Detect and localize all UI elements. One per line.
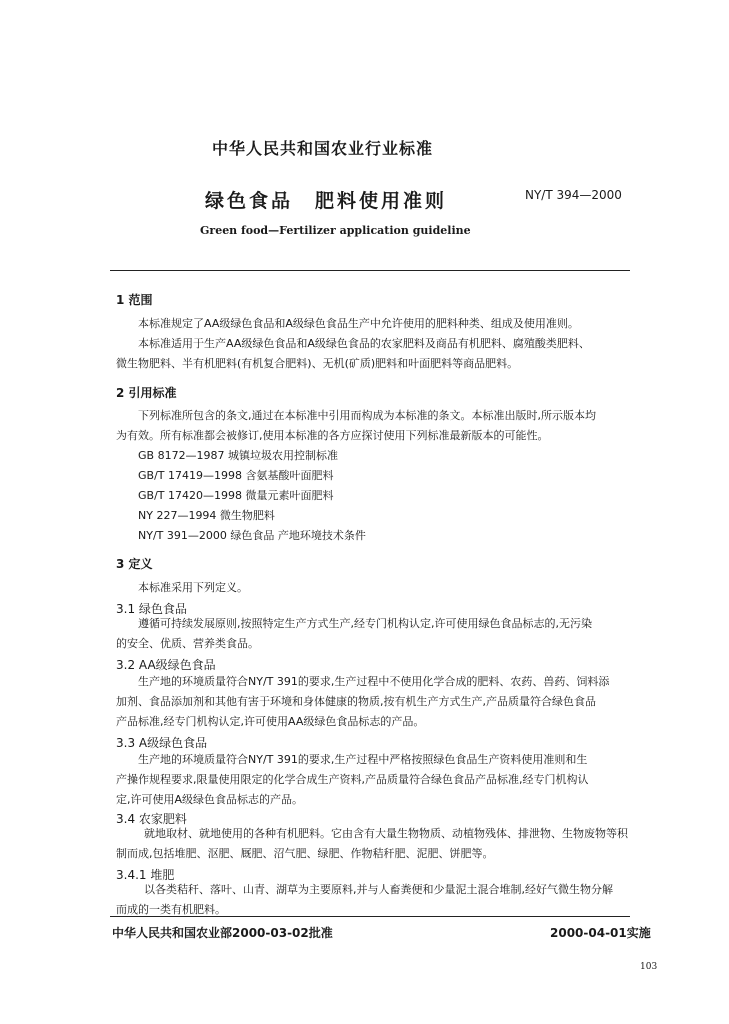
- section-1-heading: 1 范围: [116, 293, 153, 307]
- definition-3-2-line-3: 产品标准,经专门机构认定,许可使用AA级绿色食品标志的产品。: [116, 715, 425, 728]
- definition-3-2-line-2: 加剂、食品添加剂和其他有害于环境和身体健康的物质,按有机生产方式生产,产品质量符合绿色食品: [116, 695, 596, 708]
- approval-line: 中华人民共和国农业部2000-03-02批准: [112, 926, 333, 940]
- definition-3-1-heading: 3.1 绿色食品: [116, 602, 187, 616]
- section-2-heading: 2 引用标准: [116, 386, 177, 400]
- definition-3-1-line-2: 的安全、优质、营养类食品。: [116, 637, 259, 650]
- definition-3-3-line-1: 生产地的环境质量符合NY/T 391的要求,生产过程中严格按照绿色食品生产资料使用准则和生: [138, 753, 588, 766]
- section-1-para-2-line-1: 本标准适用于生产AA级绿色食品和A级绿色食品的农家肥料及商品有机肥料、腐殖酸类肥料、: [138, 337, 590, 350]
- title-part-1: 绿色食品: [205, 190, 294, 212]
- section-1-para-2-line-2: 微生物肥料、半有机肥料(有机复合肥料)、无机(矿质)肥料和叶面肥料等商品肥料。: [116, 357, 519, 370]
- section-1-body: [116, 314, 590, 374]
- definition-3-4-body: [116, 824, 628, 864]
- definition-3-2-line-1: 生产地的环境质量符合NY/T 391的要求,生产过程中不使用化学合成的肥料、农药、兽药、饲料添: [138, 675, 610, 688]
- reference-item: NY 227—1994 微生物肥料: [138, 509, 275, 522]
- definition-3-4-1-line-2: 而成的一类有机肥料。: [116, 903, 226, 916]
- header-rule: [110, 270, 630, 271]
- reference-list: [138, 446, 366, 546]
- definition-3-3-line-2: 产操作规程要求,限量使用限定的化学合成生产资料,产品质量符合绿色食品产品标准,经专门机构认: [116, 773, 589, 786]
- effective-date: 2000-04-01实施: [550, 926, 651, 940]
- footer-rule: [110, 916, 630, 917]
- reference-item: GB/T 17419—1998 含氨基酸叶面肥料: [138, 469, 334, 482]
- section-2-para-line-1: 下列标准所包含的条文,通过在本标准中引用而构成为本标准的条文。本标准出版时,所示版本均: [138, 409, 596, 422]
- definition-3-4-1-heading: 3.4.1 堆肥: [116, 868, 175, 882]
- definition-3-1-body: [116, 614, 592, 654]
- document-title: [205, 186, 447, 213]
- definition-3-3-line-3: 定,许可使用A级绿色食品标志的产品。: [116, 793, 304, 806]
- section-1-para-1: 本标准规定了AA级绿色食品和A级绿色食品生产中允许使用的肥料种类、组成及使用准则。: [138, 317, 579, 330]
- definition-3-2-heading: 3.2 AA级绿色食品: [116, 658, 216, 672]
- standard-code: NY/T 394—2000: [525, 188, 622, 202]
- section-3-heading: 3 定义: [116, 557, 153, 571]
- reference-item: NY/T 391—2000 绿色食品 产地环境技术条件: [138, 529, 366, 542]
- section-2-body: [116, 406, 596, 446]
- definition-3-4-heading: 3.4 农家肥料: [116, 812, 187, 826]
- definition-3-3-heading: 3.3 A级绿色食品: [116, 736, 208, 750]
- definition-3-1-line-1: 遵循可持续发展原则,按照特定生产方式生产,经专门机构认定,许可使用绿色食品标志的,无污染: [138, 617, 592, 630]
- definition-3-4-line-1: 就地取材、就地使用的各种有机肥料。它由含有大量生物物质、动植物残体、排泄物、生物废物等积: [144, 827, 628, 840]
- section-3-intro: 本标准采用下列定义。: [138, 581, 248, 594]
- title-part-2: 肥料使用准则: [315, 190, 448, 212]
- reference-item: GB 8172—1987 城镇垃圾农用控制标准: [138, 449, 339, 462]
- english-title: Green food—Fertilizer application guideline: [200, 224, 471, 237]
- section-2-para-line-2: 为有效。所有标准都会被修订,使用本标准的各方应探讨使用下列标准最新版本的可能性。: [116, 429, 549, 442]
- definition-3-4-1-line-1: 以各类秸秆、落叶、山青、湖草为主要原料,并与人畜粪便和少量泥土混合堆制,经好气微生物分解: [144, 883, 613, 896]
- definition-3-4-1-body: [116, 880, 613, 920]
- issuing-organization: 中华人民共和国农业行业标准: [212, 139, 434, 158]
- definition-3-4-line-2: 制而成,包括堆肥、沤肥、厩肥、沼气肥、绿肥、作物秸秆肥、泥肥、饼肥等。: [116, 847, 494, 860]
- definition-3-2-body: [116, 672, 609, 732]
- definition-3-3-body: [116, 750, 589, 810]
- reference-item: GB/T 17420—1998 微量元素叶面肥料: [138, 489, 334, 502]
- page-number: 103: [640, 962, 658, 972]
